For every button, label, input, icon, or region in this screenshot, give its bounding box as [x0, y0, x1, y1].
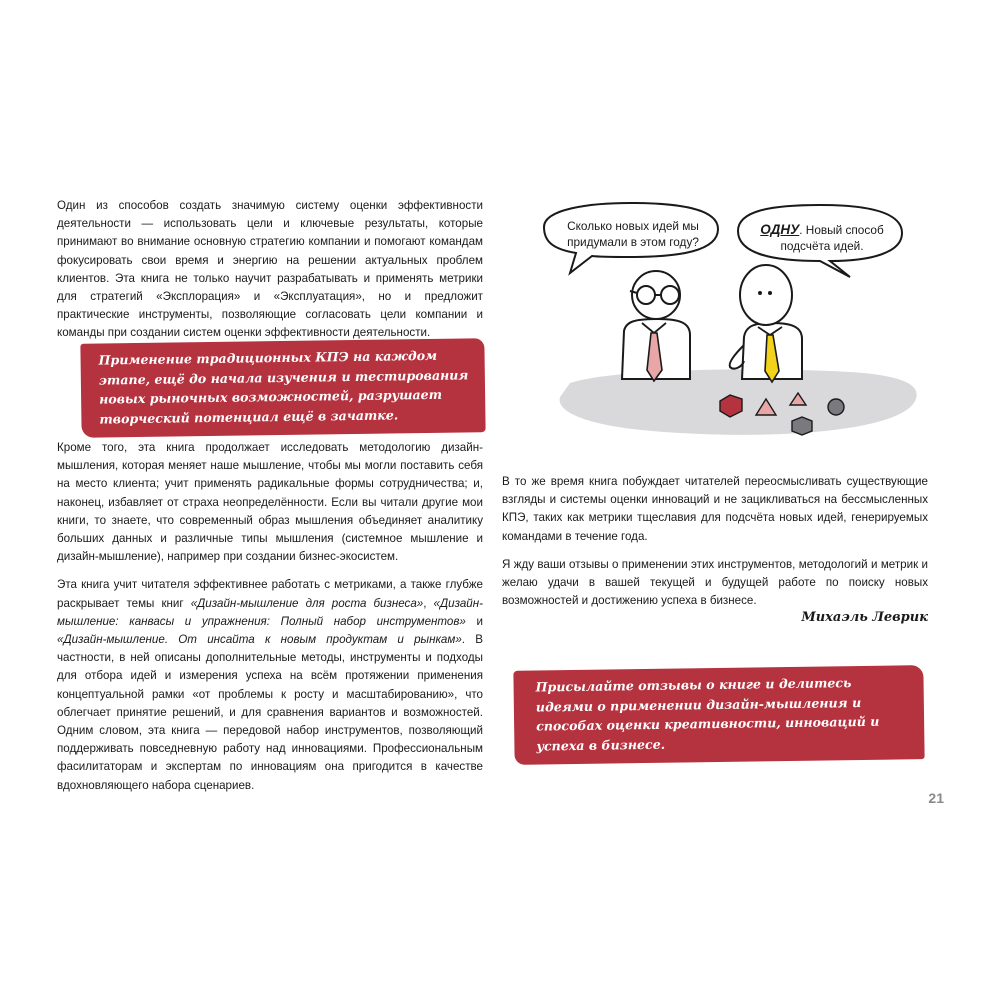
left-column-lower [57, 439, 483, 805]
text-span: , [423, 596, 434, 610]
text-span: . В частности, в ней описаны дополнительные методы, инструменты и подходы для отбора идей и измерения успеха на всём протяжении применения концептуальной рамки «от проблемы к росту и масштабированию», что облегчает принятие решений, и для сравнения вариантов и возможностей. Одним словом, эта книга — передовой набор инструментов, позволяющий поддерживать повседневную работу над инновациями. Профессиональным фасилитаторам и экспертам по инновациям она пригодится в качестве вдохновляющего набора сценариев. [57, 633, 483, 792]
book-title-1: «Дизайн-мышление для роста бизнеса» [190, 596, 424, 610]
gray-sphere-icon [828, 399, 844, 415]
paragraph-book-overview [57, 576, 483, 794]
eye-icon [768, 291, 772, 295]
book-title-2: «Дизайн-мышление: канвасы и упражнения: Полный набор инструментов» [57, 596, 483, 628]
callout-feedback: Присылайте отзывы о книге и делитесь идеями о применении дизайн-мышления и способах оценки креативности, инноваций и успеха в бизнесе. [513, 665, 924, 765]
author-signature: Михаэль Леврик [801, 610, 928, 625]
bubble-left-text: Сколько новых идей мы придумали в этом году? [567, 219, 699, 249]
answer-rest: . Новый способ подсчёта идей. [780, 223, 884, 253]
paragraph-design-thinking: Кроме того, эта книга продолжает исследовать методологию дизайн-мышления, которая меняет наше мышление, чтобы мы могли поставить себя на место клиента; учит применять радикальные формы сотрудничества; и, наконец, избавляет от страха неопределённости. Если вы читали другие мои книги, то знаете, что современный образ мышления объединяет аналитику больших данных и различные типы мышления (системное мышление и дизайн-мышление), например при создании бизнес-экосистем. [57, 441, 483, 564]
answer-emphasis: ОДНУ [760, 222, 800, 237]
page-number: 21 [928, 790, 944, 806]
callout-kpi-warning: Применение традиционных КПЭ на каждом этапе, ещё до начала изучения и тестирования новых рыночных возможностей, разрушает творческий потенциал ещё в зачатке. [80, 338, 485, 438]
left-column [57, 197, 483, 353]
eye-icon [758, 291, 762, 295]
paragraph-okr: Один из способов создать значимую систему оценки эффективности деятельности — использовать цели и ключевые результаты, которые принимают во внимание основную стратегию компании и помогают командам фокусировать свои время и энергию на решении актуальных проблем клиентов. Эта книга не только научит разрабатывать и применять метрики для стратегий «Эксплорация» и «Эксплуатация», но и предложит практические инструменты, позволяющие согласовать цели компании и команды при создании систем оценки эффективности деятельности. [57, 199, 483, 340]
paragraph-feedback: Я жду ваши отзывы о применении этих инструментов, методологий и метрик и желаю удачи в вашей текущей и будущей работе по поиску новых возможностей и достижению успеха в бизнесе. [502, 557, 928, 608]
gray-cube-icon [792, 417, 812, 435]
text-span: Эта книга учит читателя эффективнее работать с метриками, а также глубже раскрывает темы книг [57, 578, 483, 610]
arm-right-hand [730, 345, 744, 369]
text-span: и [465, 614, 483, 628]
person-right-head [740, 265, 792, 325]
paragraph-rethink: В то же время книга побуждает читателей переосмысливать существующие взгляды и системы оценки инноваций и не зацикливаться на бессмысленных КПЭ, таких как метрики тщеславия для подсчёта новых идей, генерируемых командами в течение года. [502, 475, 928, 543]
right-column [502, 473, 928, 620]
bubble-right-text [747, 222, 897, 254]
book-title-3: «Дизайн-мышление. От инсайта к новым продуктам и рынкам» [57, 633, 462, 647]
